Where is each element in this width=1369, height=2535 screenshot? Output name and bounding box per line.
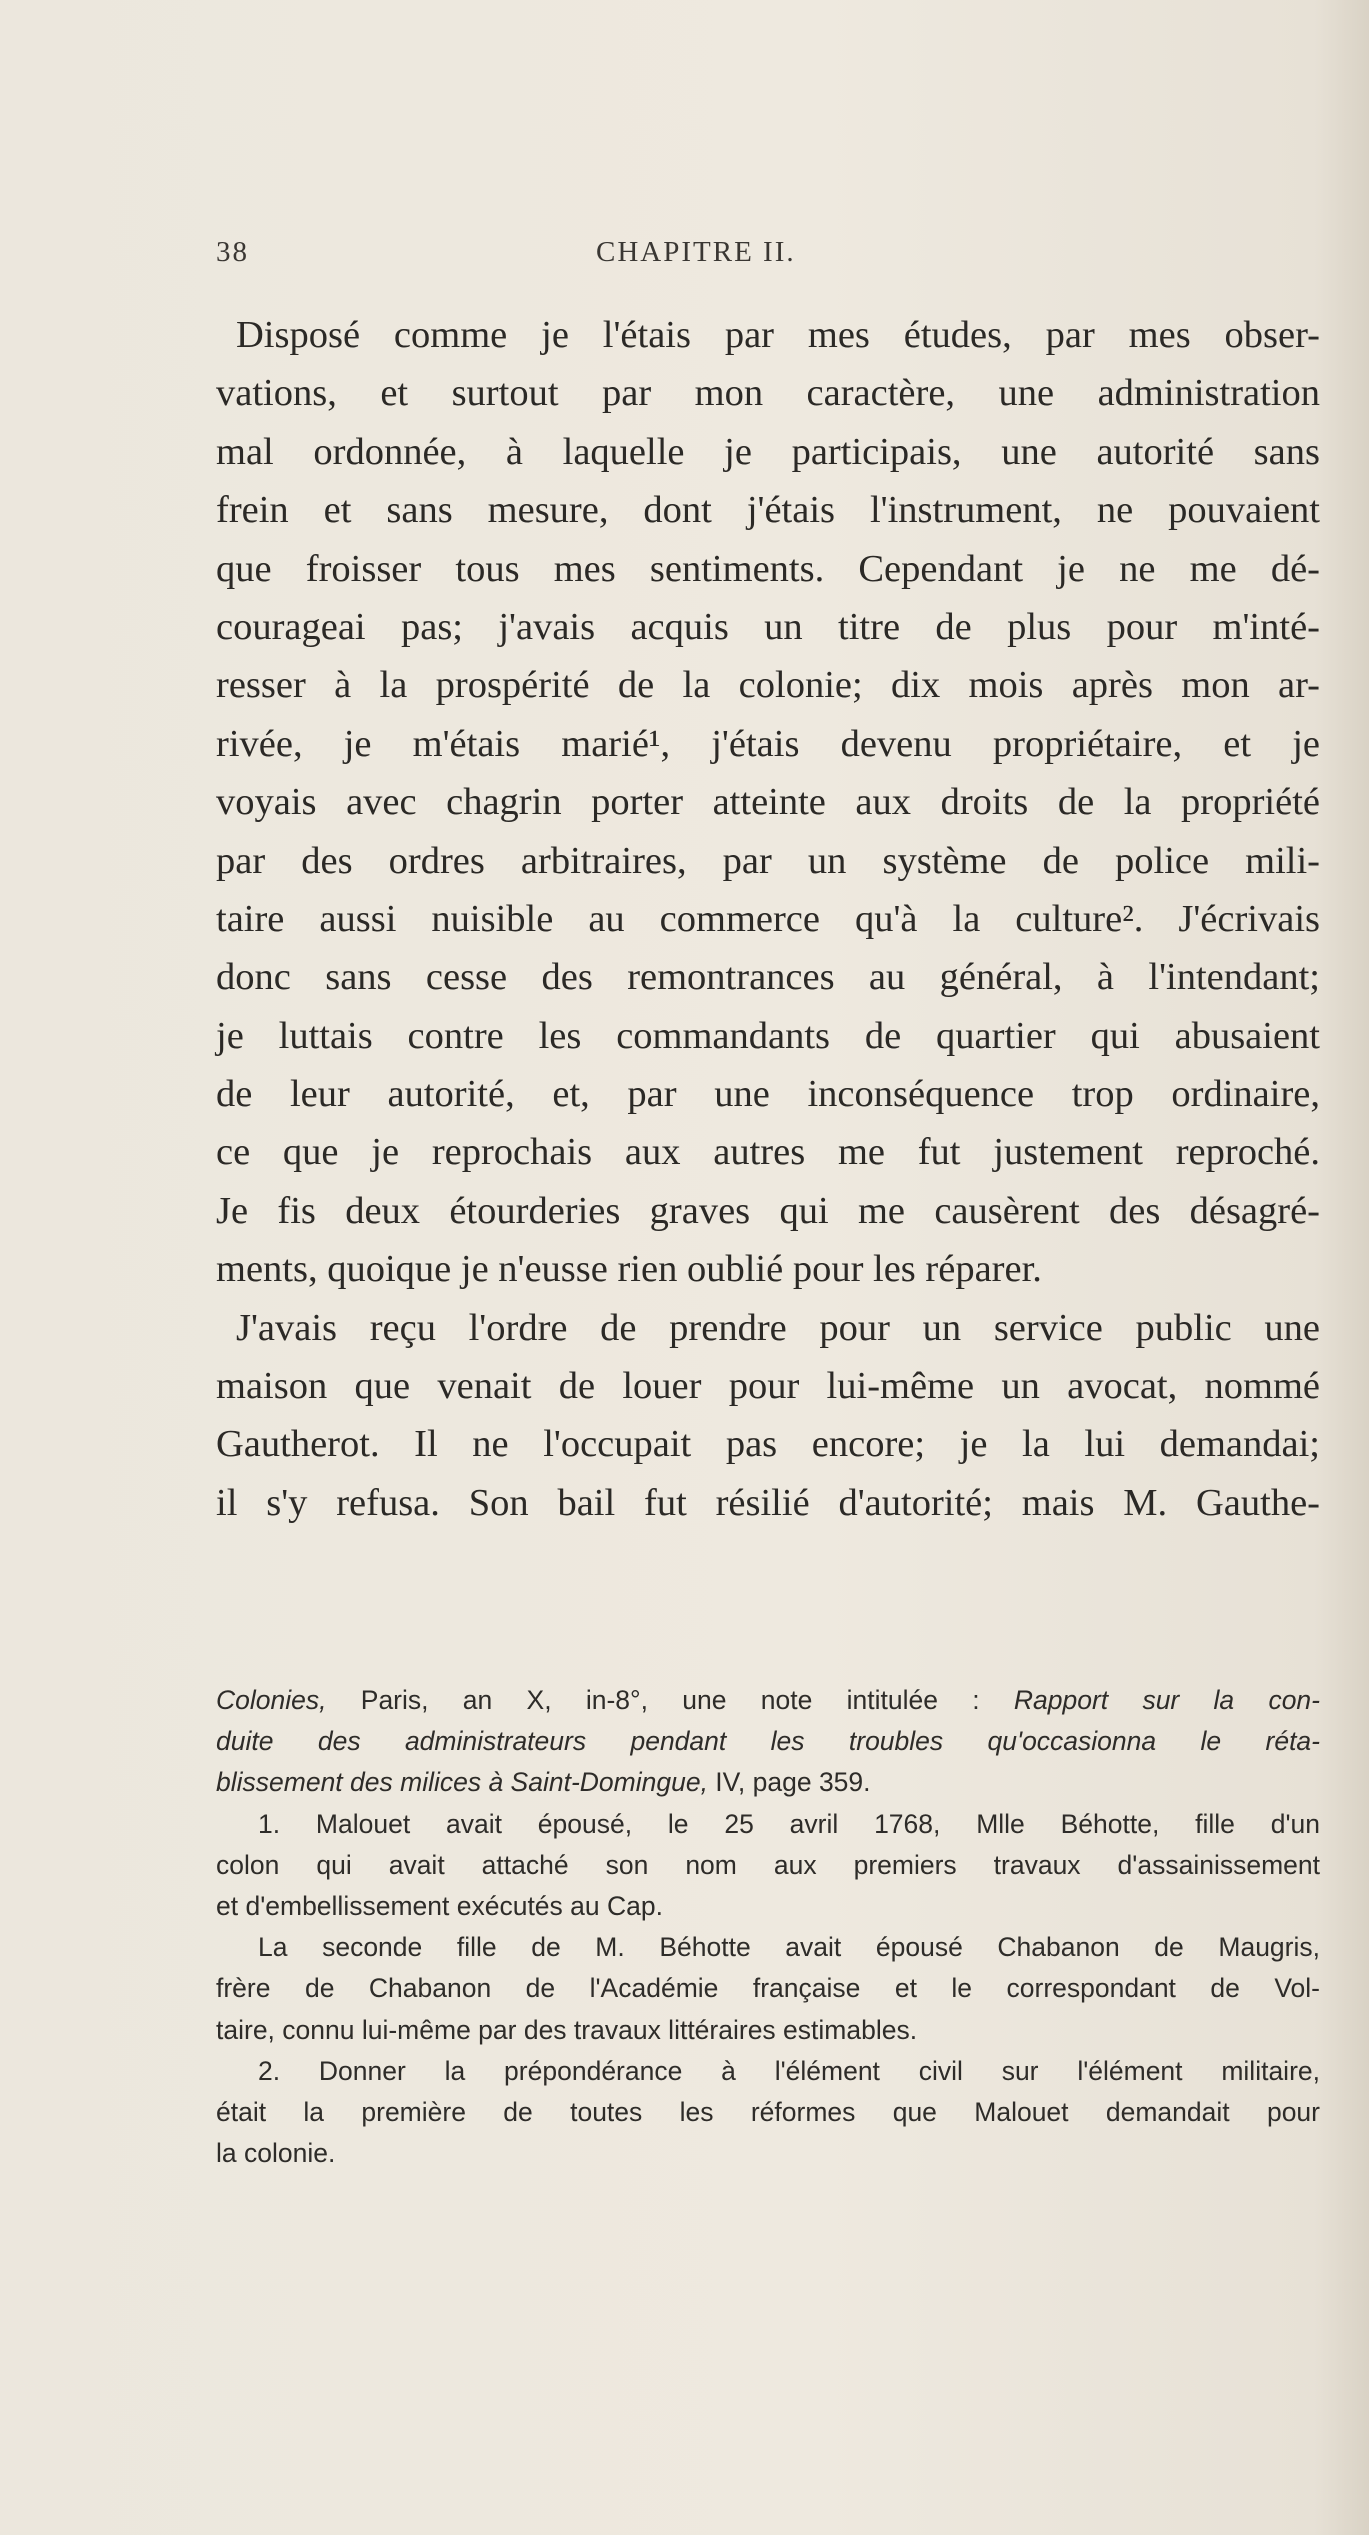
text-line: je luttais contre les commandants de quartier qui abusaient: [216, 1014, 1320, 1057]
text-line: Gautherot. Il ne l'occupait pas encore; je la lui demandai;: [216, 1423, 1320, 1466]
paragraph-1: [216, 306, 1320, 1299]
text-line: ments, quoique je n'eusse rien oublié pour les réparer.: [216, 1248, 1042, 1291]
text-line: mal ordonnée, à laquelle je participais, une autorité sans: [216, 430, 1320, 473]
footnote-italic: duite des administrateurs pendant les troubles qu'occasionna le réta-: [216, 1726, 1320, 1757]
paragraph-2: [216, 1299, 1320, 1533]
text-line: Disposé comme je l'étais par mes études, par mes obser-: [236, 314, 1320, 356]
footnote-line: [216, 1680, 1320, 1721]
footnote-text: IV, page 359.: [707, 1767, 871, 1798]
footnote-continuation: [216, 1680, 1320, 1804]
text-line: taire aussi nuisible au commerce qu'à la culture². J'écrivais: [216, 897, 1320, 940]
footnotes: [216, 1680, 1320, 2174]
footnote-line: 1. Malouet avait épousé, le 25 avril 1768, Mlle Béhotte, fille d'un: [258, 1808, 1320, 1839]
text-line: courageai pas; j'avais acquis un titre de plus pour m'inté-: [216, 605, 1320, 648]
footnote-1: [216, 1804, 1320, 1928]
footnote-line: frère de Chabanon de l'Académie française et le correspondant de Vol-: [216, 1973, 1320, 2004]
running-head: [216, 236, 1320, 276]
footnote-1-continued: [216, 1927, 1320, 2051]
footnote-text: Paris, an X, in-8°, une note intitulée :: [326, 1685, 1014, 1715]
footnote-line: taire, connu lui-même par des travaux littéraires estimables.: [216, 2014, 918, 2045]
footnote-line: colon qui avait attaché son nom aux premiers travaux d'assainissement: [216, 1849, 1320, 1880]
footnote-line: et d'embellissement exécutés au Cap.: [216, 1890, 663, 1921]
text-line: ce que je reprochais aux autres me fut justement reproché.: [216, 1131, 1320, 1174]
text-line: resser à la prospérité de la colonie; dix mois après mon ar-: [216, 664, 1320, 707]
text-line: maison que venait de louer pour lui-même un avocat, nommé: [216, 1365, 1320, 1408]
text-line: par des ordres arbitraires, par un système de police mili-: [216, 839, 1320, 882]
text-line: voyais avec chagrin porter atteinte aux droits de la propriété: [216, 781, 1320, 824]
text-line: frein et sans mesure, dont j'étais l'instrument, ne pouvaient: [216, 489, 1320, 532]
page-number: 38: [216, 236, 249, 268]
text-line: que froisser tous mes sentiments. Cependant je ne me dé-: [216, 547, 1320, 590]
text-line: Je fis deux étourderies graves qui me causèrent des désagré-: [216, 1189, 1320, 1232]
footnote-italic: Rapport sur la con-: [1013, 1685, 1320, 1715]
footnote-2: [216, 2051, 1320, 2175]
text-line: rivée, je m'étais marié¹, j'étais devenu propriétaire, et je: [216, 722, 1320, 765]
footnote-italic: Colonies,: [216, 1685, 327, 1715]
footnote-line: la colonie.: [216, 2138, 336, 2169]
text-line: J'avais reçu l'ordre de prendre pour un service public une: [236, 1306, 1320, 1349]
chapter-title: CHAPITRE II.: [596, 236, 796, 268]
footnote-line: [216, 1721, 1320, 1762]
footnote-line: 2. Donner la prépondérance à l'élément civil sur l'élément militaire,: [258, 2055, 1320, 2086]
footnote-italic: blissement des milices à Saint-Domingue,: [216, 1767, 708, 1798]
text-line: vations, et surtout par mon caractère, une administration: [216, 372, 1320, 415]
main-text: [216, 306, 1320, 1532]
text-line: de leur autorité, et, par une inconséquence trop ordinaire,: [216, 1073, 1320, 1116]
footnote-line: La seconde fille de M. Béhotte avait épousé Chabanon de Maugris,: [258, 1932, 1320, 1963]
text-line: il s'y refusa. Son bail fut résilié d'autorité; mais M. Gauthe-: [216, 1481, 1320, 1524]
footnote-line: était la première de toutes les réformes que Malouet demandait pour: [216, 2096, 1320, 2127]
footnote-line: [216, 1762, 1320, 1803]
text-line: donc sans cesse des remontrances au général, à l'intendant;: [216, 956, 1320, 999]
